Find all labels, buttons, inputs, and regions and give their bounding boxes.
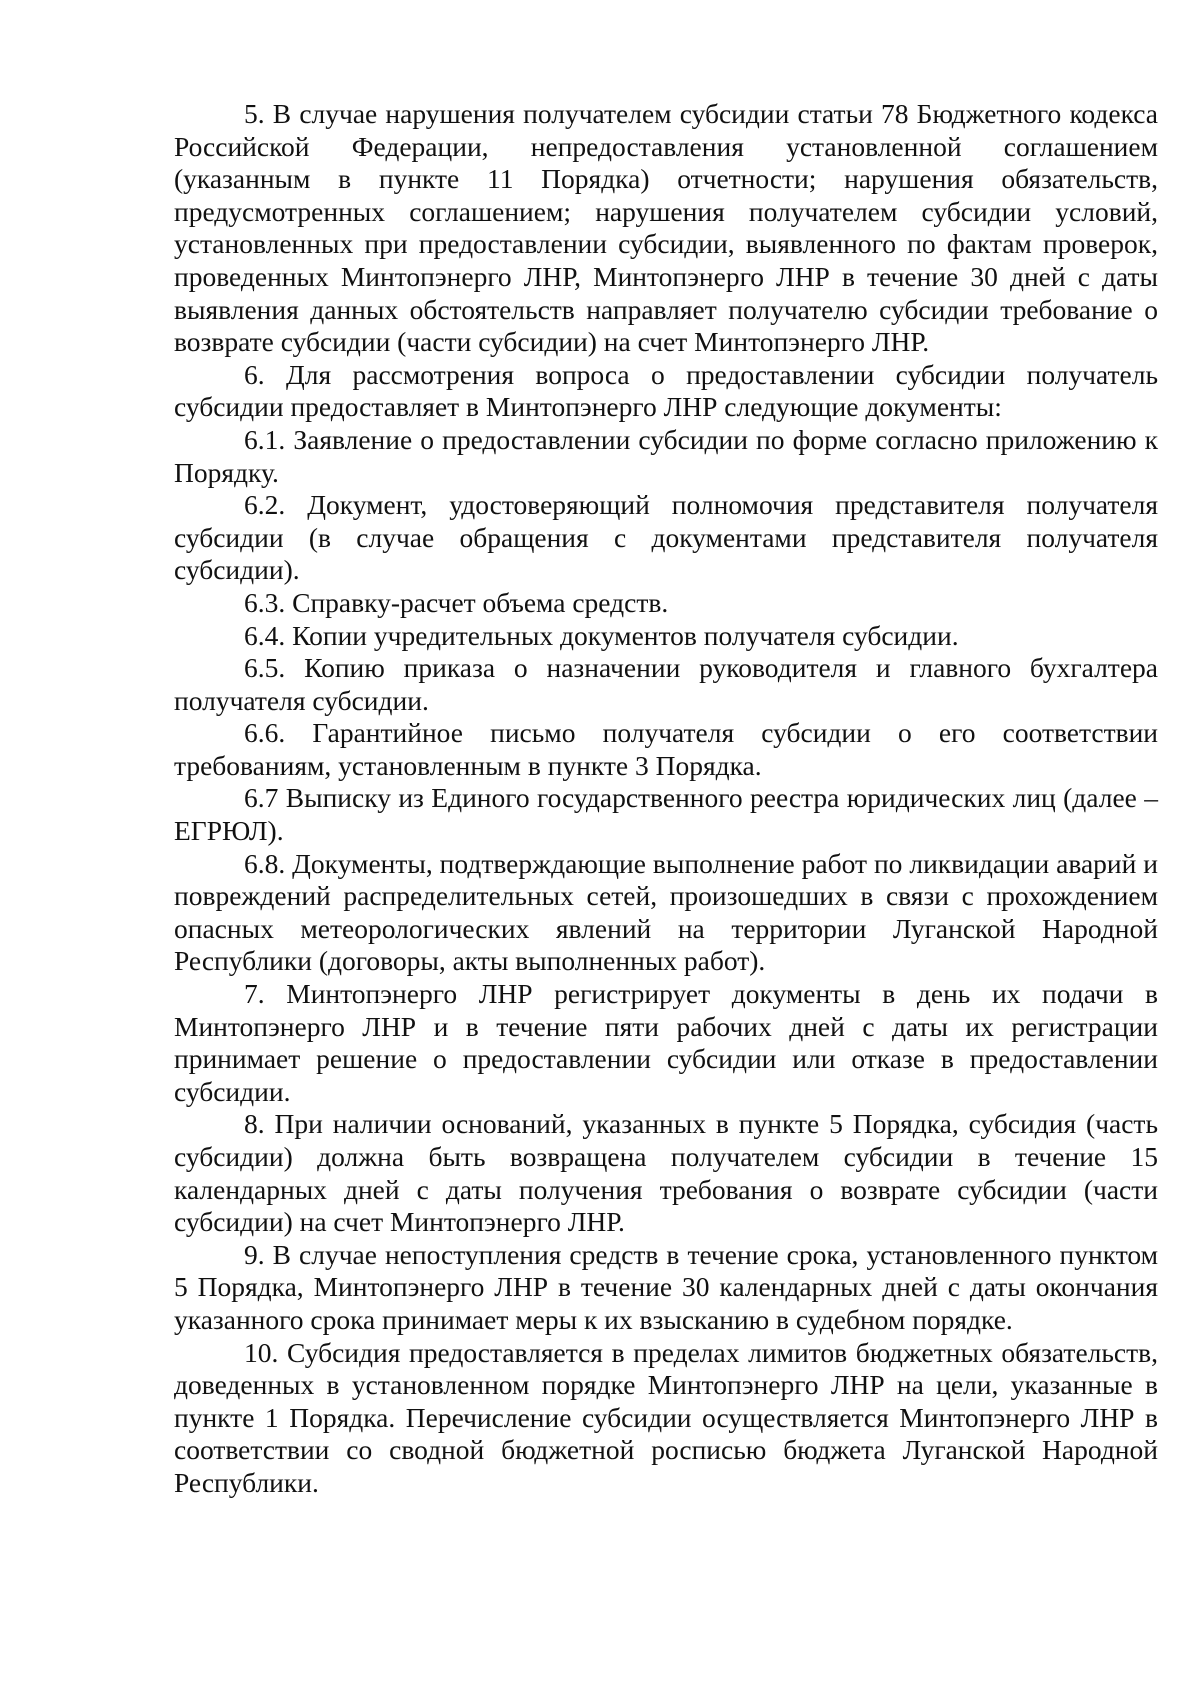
paragraph-6-1: 6.1. Заявление о предоставлении субсидии по форме согласно приложению к Порядку. [174, 423, 1158, 488]
paragraph-5: 5. В случае нарушения получателем субсидии статьи 78 Бюджетного кодекса Российской Федерации, непредоставления установленной соглашением (указанным в пункте 11 Порядка) отчетности; нарушения обязательств, предусмотренных соглашением; нарушения получателем субсидии условий, установленных при предоставлении субсидии, выявленного по фактам проверок, проведенных Минтопэнерго ЛНР, Минтопэнерго ЛНР в течение 30 дней с даты выявления данных обстоятельств направляет получателю субсидии требование о возврате субсидии (части субсидии) на счет Минтопэнерго ЛНР. [174, 98, 1158, 358]
paragraph-6-5: 6.5. Копию приказа о назначении руководителя и главного бухгалтера получателя субсидии. [174, 652, 1158, 716]
paragraph-9: 9. В случае непоступления средств в течение срока, установленного пунктом 5 Порядка, Минтопэнерго ЛНР в течение 30 календарных дней с даты окончания указанного срока принимает меры к их взысканию в судебном порядке. [174, 1238, 1158, 1335]
paragraph-8: 8. При наличии оснований, указанных в пункте 5 Порядка, субсидия (часть субсидии) должна быть возвращена получателем субсидии в течение 15 календарных дней с даты получения требования о возврате субсидии (части субсидии) на счет Минтопэнерго ЛНР. [174, 1108, 1158, 1238]
paragraph-6-6: 6.6. Гарантийное письмо получателя субсидии о его соответствии требованиям, установленным в пункте 3 Порядка. [174, 717, 1158, 781]
paragraph-6-4: 6.4. Копии учредительных документов получателя субсидии. [244, 619, 959, 651]
document-body [174, 98, 1158, 1500]
paragraph-6-8: 6.8. Документы, подтверждающие выполнение работ по ликвидации аварий и повреждений распределительных сетей, произошедших в связи с прохождением опасных метеорологических явлений на территории Луганской Народной Республики (договоры, акты выполненных работ). [174, 847, 1158, 977]
paragraph-6-3: 6.3. Справку-расчет объема средств. [244, 586, 669, 618]
paragraph-6-2: 6.2. Документ, удостоверяющий полномочия представителя получателя субсидии (в случае обращения с документами представителя получателя субсидии). [174, 489, 1158, 586]
paragraph-6: 6. Для рассмотрения вопроса о предоставлении субсидии получатель субсидии предоставляет в Минтопэнерго ЛНР следующие документы: [174, 358, 1158, 423]
paragraph-7: 7. Минтопэнерго ЛНР регистрирует документы в день их подачи в Минтопэнерго ЛНР и в течение пяти рабочих дней с даты их регистрации принимает решение о предоставлении субсидии или отказе в предоставлении субсидии. [174, 978, 1158, 1107]
paragraph-10: 10. Субсидия предоставляется в пределах лимитов бюджетных обязательств, доведенных в установленном порядке Минтопэнерго ЛНР на цели, указанные в пункте 1 Порядка. Перечисление субсидии осуществляется Минтопэнерго ЛНР в соответствии со сводной бюджетной росписью бюджета Луганской Народной Республики. [174, 1336, 1158, 1498]
paragraph-6-7: 6.7 Выписку из Единого государственного реестра юридических лиц (далее – ЕГРЮЛ). [174, 782, 1158, 847]
